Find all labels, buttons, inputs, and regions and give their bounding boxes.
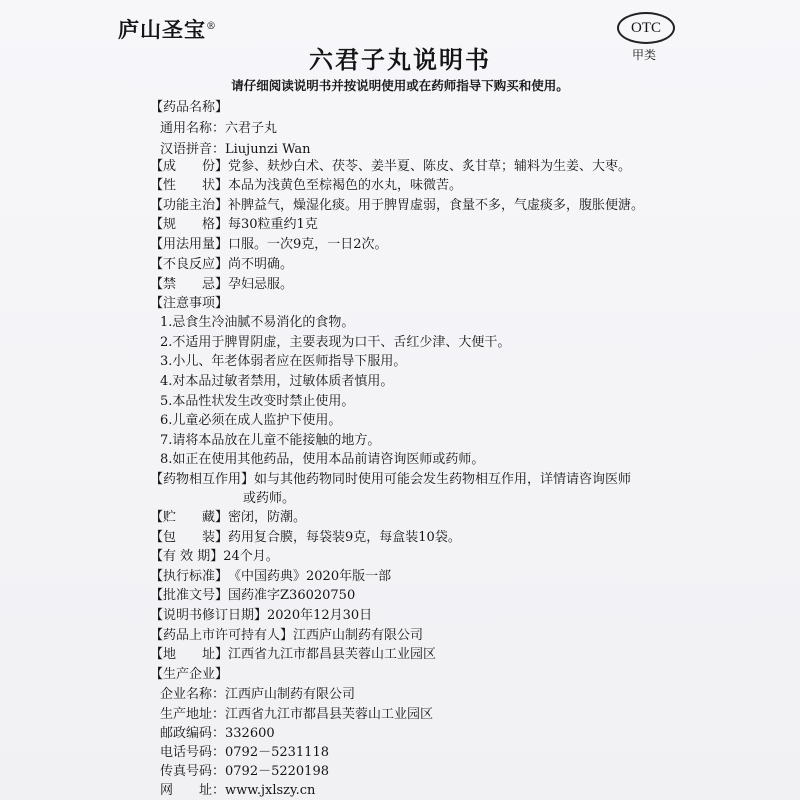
otc-badge: OTC — [617, 12, 675, 44]
interactions-continued: 或药师。 — [243, 491, 296, 506]
address-row: 【地 址】江西省九江市都昌县芙蓉山工业园区 — [150, 647, 437, 662]
pinyin-name: 汉语拼音：Liujunzi Wan — [160, 142, 311, 157]
brand-name: 庐山圣宝 — [118, 17, 206, 42]
precaution-item: 8.如正在使用其他药品，使用本品前请咨询医师或药师。 — [160, 452, 485, 467]
section-drug-name: 【药品名称】 — [150, 100, 229, 115]
package-row: 【包 装】药用复合膜，每袋装9克，每盒装10袋。 — [150, 530, 461, 545]
generic-name: 通用名称：六君子丸 — [160, 121, 278, 136]
appearance-row: 【性 状】本品为浅黄色至棕褐色的水丸，味微苦。 — [150, 178, 463, 193]
ingredients-row: 【成 份】党参、麸炒白术、茯苓、姜半夏、陈皮、炙甘草；辅料为生姜、大枣。 — [150, 159, 632, 174]
precaution-item: 2.不适用于脾胃阴虚，主要表现为口干、舌红少津、大便干。 — [160, 335, 511, 350]
manufacturer-fax: 传真号码：0792－5220198 — [160, 764, 329, 779]
section-manufacturer: 【生产企业】 — [150, 667, 229, 682]
approval-row: 【批准文号】国药准字Z36020750 — [150, 588, 356, 603]
contraindications-row: 【禁 忌】孕妇忌服。 — [150, 277, 294, 292]
registered-mark: ® — [206, 21, 217, 32]
interactions-row: 【药物相互作用】如与其他药物同时使用可能会发生药物相互作用，详情请咨询医师 — [150, 472, 632, 487]
manufacturer-name: 企业名称：江西庐山制药有限公司 — [160, 687, 356, 702]
precaution-item: 3.小儿、年老体弱者应在医师指导下服用。 — [160, 354, 407, 369]
page-title: 六君子丸说明书 — [309, 45, 491, 74]
usage-notice: 请仔细阅读说明书并按说明使用或在药师指导下购买和使用。 — [231, 78, 569, 93]
storage-row: 【贮 藏】密闭，防潮。 — [150, 510, 307, 525]
dosage-row: 【用法用量】口服。一次9克，一日2次。 — [150, 237, 388, 252]
precaution-item: 5.本品性状发生改变时禁止使用。 — [160, 394, 355, 409]
precaution-item: 4.对本品过敏者禁用，过敏体质者慎用。 — [160, 374, 394, 389]
specification-row: 【规 格】每30粒重约1克 — [150, 217, 318, 232]
validity-row: 【有 效 期】24个月。 — [150, 549, 279, 564]
manufacturer-website: 网 址：www.jxlszy.cn — [160, 783, 316, 798]
manufacturer-postcode: 邮政编码：332600 — [160, 726, 275, 741]
precaution-item: 1.忌食生冷油腻不易消化的食物。 — [160, 315, 355, 330]
manufacturer-phone: 电话号码：0792－5231118 — [160, 745, 329, 760]
license-holder-row: 【药品上市许可持有人】江西庐山制药有限公司 — [150, 628, 424, 643]
indications-row: 【功能主治】补脾益气，燥湿化痰。用于脾胃虚弱，食量不多，气虚痰多，腹胀便溏。 — [150, 198, 645, 213]
adverse-reactions-row: 【不良反应】尚不明确。 — [150, 257, 294, 272]
precaution-item: 6.儿童必须在成人监护下使用。 — [160, 413, 342, 428]
standard-row: 【执行标准】《中国药典》2020年版一部 — [150, 569, 392, 584]
manufacturer-address: 生产地址：江西省九江市都昌县芙蓉山工业园区 — [160, 707, 434, 722]
otc-class-label: 甲类 — [632, 48, 657, 62]
section-precautions: 【注意事项】 — [150, 296, 229, 311]
revision-date-row: 【说明书修订日期】2020年12月30日 — [150, 608, 373, 623]
precaution-item: 7.请将本品放在儿童不能接触的地方。 — [160, 433, 381, 448]
